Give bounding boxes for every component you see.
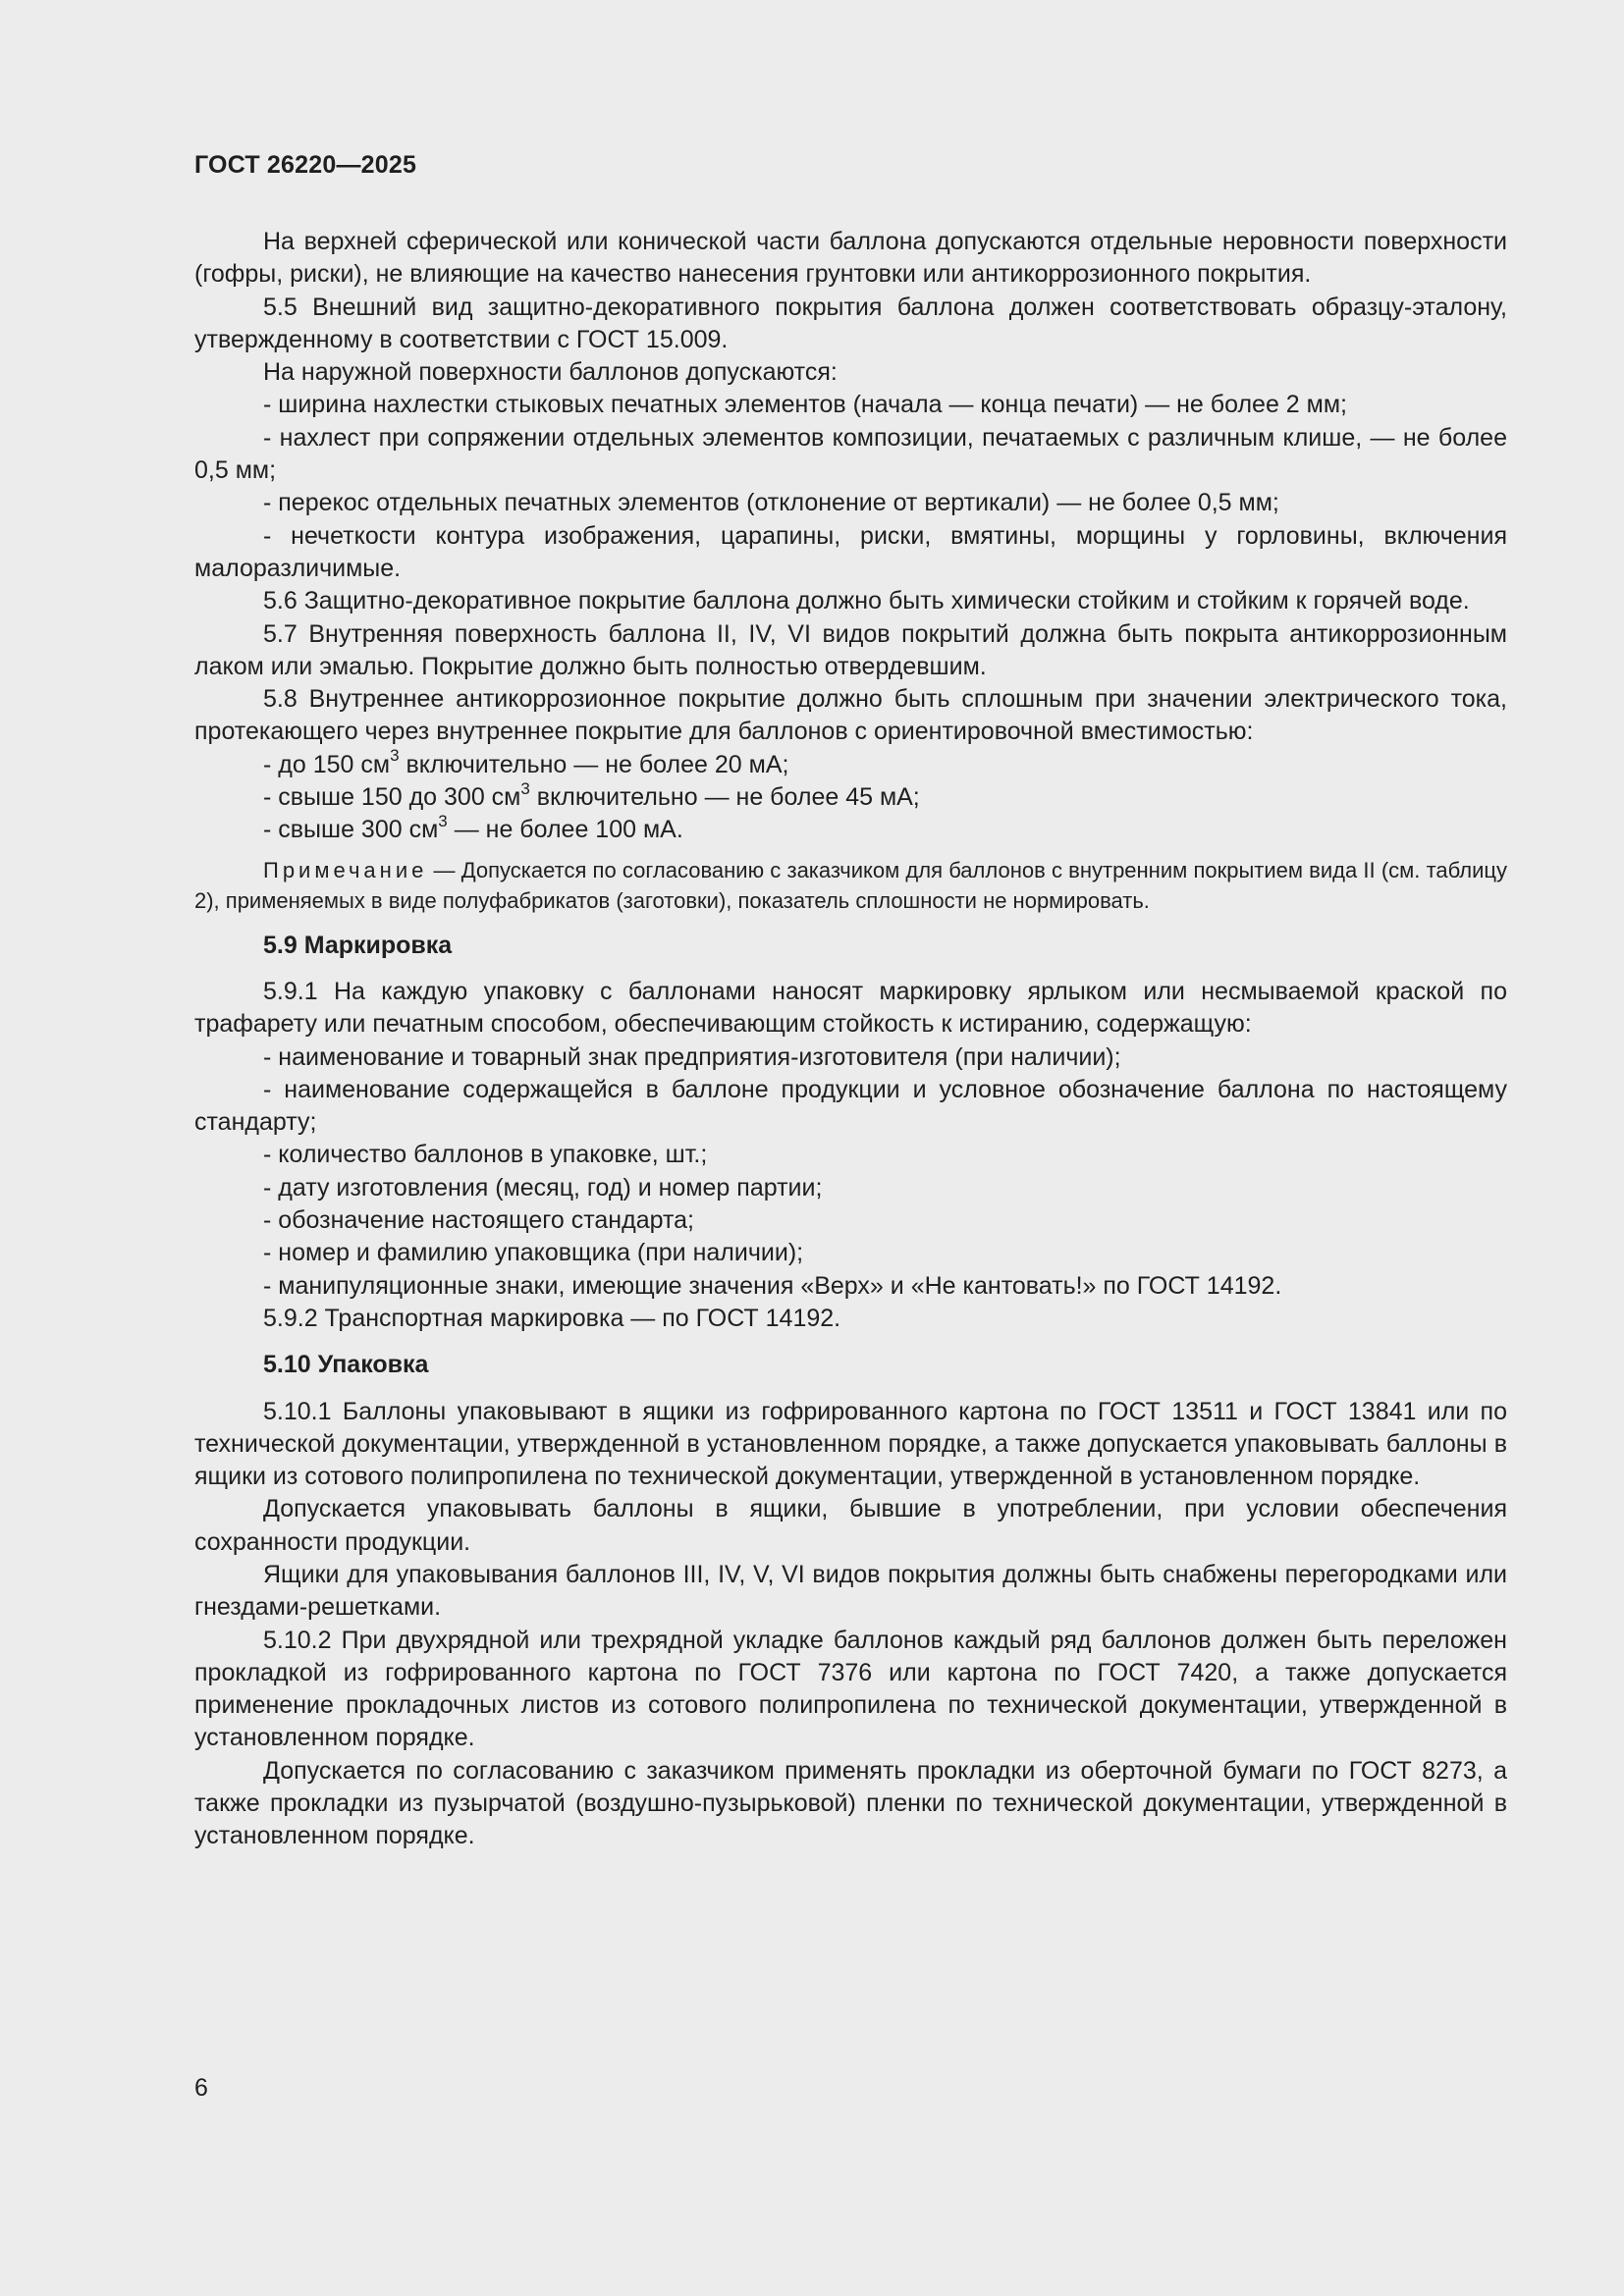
section-heading-5-10: 5.10 Упаковка bbox=[263, 1351, 429, 1379]
list-item-text: включительно — не более 20 мА; bbox=[399, 750, 789, 778]
list-item: - ширина нахлестки стыковых печатных элементов (начала — конца печати) — не более 2 мм; bbox=[263, 391, 1347, 419]
list-item: - номер и фамилию упаковщика (при наличии); bbox=[263, 1239, 804, 1267]
list-item: - нахлест при сопряжении отдельных элементов композиции, печатаемых с различным клише, — не более 0,5 мм; bbox=[194, 423, 1507, 485]
note-text: — Допускается по согласованию с заказчиком для баллонов с внутренним покрытием вида II (см. таблицу 2), применяемых в виде полуфабрикатов (заготовки), показатель сплошности не нормировать. bbox=[194, 857, 1507, 913]
list-item: - дату изготовления (месяц, год) и номер партии; bbox=[263, 1173, 823, 1201]
list-item: - количество баллонов в упаковке, шт.; bbox=[263, 1141, 708, 1169]
list-item bbox=[194, 814, 1507, 846]
section-heading-5-9: 5.9 Маркировка bbox=[263, 931, 453, 959]
superscript: 3 bbox=[438, 812, 448, 831]
paragraph: На верхней сферической или конической части баллона допускаются отдельные неровности поверхности (гофры, риски), не влияющие на качество нанесения грунтовки или антикоррозионного покрытия. bbox=[194, 228, 1507, 289]
list-item bbox=[194, 746, 1507, 781]
superscript: 3 bbox=[520, 778, 530, 798]
list-item-text: — не более 100 мА. bbox=[447, 816, 683, 844]
list-item: - нечеткости контура изображения, царапины, риски, вмятины, морщины у горловины, включения малоразличимые. bbox=[194, 521, 1507, 582]
paragraph: На наружной поверхности баллонов допускаются: bbox=[263, 358, 838, 387]
document-header: ГОСТ 26220—2025 bbox=[194, 151, 417, 179]
list-item bbox=[194, 778, 1507, 814]
list-item: - наименование и товарный знак предприятия-изготовителя (при наличии); bbox=[263, 1042, 1121, 1071]
clause-5-6: 5.6 Защитно-декоративное покрытие баллона должно быть химически стойким и стойким к горячей воде. bbox=[263, 587, 1470, 615]
clause-5-5: 5.5 Внешний вид защитно-декоративного покрытия баллона должен соответствовать образцу-эталону, утвержденному в соответствии с ГОСТ 15.009. bbox=[194, 293, 1507, 353]
paragraph: Допускается по согласованию с заказчиком применять прокладки из оберточной бумаги по ГОСТ 8273, а также прокладки из пузырчатой (воздушно-пузырьковой) пленки по технической документации, утвержденной в установленном порядке. bbox=[194, 1756, 1507, 1850]
list-item: - перекос отдельных печатных элементов (отклонение от вертикали) — не более 0,5 мм; bbox=[263, 489, 1279, 517]
page-number: 6 bbox=[194, 2074, 208, 2102]
superscript: 3 bbox=[390, 746, 400, 766]
clause-5-7: 5.7 Внутренняя поверхность баллона II, IV, VI видов покрытий должна быть покрыта антикоррозионным лаком или эмалью. Покрытие должно быть полностью отвердевшим. bbox=[194, 619, 1507, 680]
list-item-text: - свыше 300 см bbox=[263, 816, 439, 844]
paragraph: Допускается упаковывать баллоны в ящики, бывшие в употреблении, при условии обеспечения сохранности продукции. bbox=[194, 1495, 1507, 1556]
clause-5-9-2: 5.9.2 Транспортная маркировка — по ГОСТ 14192. bbox=[263, 1304, 841, 1332]
list-item-text: включительно — не более 45 мА; bbox=[529, 783, 920, 812]
note-label: Примечание bbox=[263, 857, 428, 882]
clause-5-10-1: 5.10.1 Баллоны упаковывают в ящики из гофрированного картона по ГОСТ 13511 и ГОСТ 13841 или по технической документации, утвержденной в установленном порядке, а также допускается упаковывать баллоны в ящики из сотового полипропилена по технической документации, утвержденной в установленном порядке. bbox=[194, 1397, 1507, 1491]
clause-5-10-2: 5.10.2 При двухрядной или трехрядной укладке баллонов каждый ряд баллонов должен быть переложен прокладкой из гофрированного картона по ГОСТ 7376 или картона по ГОСТ 7420, а также допускается применение прокладочных листов из сотового полипропилена по технической документации, утвержденной в установленном порядке. bbox=[194, 1626, 1507, 1752]
list-item: - манипуляционные знаки, имеющие значения «Верх» и «Не кантовать!» по ГОСТ 14192. bbox=[263, 1271, 1282, 1300]
list-item: - наименование содержащейся в баллоне продукции и условное обозначение баллона по настоящему стандарту; bbox=[194, 1075, 1507, 1137]
list-item-text: - до 150 см bbox=[263, 750, 391, 778]
list-item-text: - свыше 150 до 300 см bbox=[263, 783, 521, 812]
clause-5-9-1: 5.9.1 На каждую упаковку с баллонами наносят маркировку ярлыком или несмываемой краской по трафарету или печатным способом, обеспечивающим стойкость к истиранию, содержащую: bbox=[194, 977, 1507, 1039]
clause-5-8: 5.8 Внутреннее антикоррозионное покрытие должно быть сплошным при значении электрического тока, протекающего через внутреннее покрытие для баллонов с ориентировочной вместимостью: bbox=[194, 685, 1507, 746]
note bbox=[194, 855, 1507, 916]
document-body bbox=[194, 226, 1507, 1853]
list-item: - обозначение настоящего стандарта; bbox=[263, 1206, 694, 1235]
paragraph: Ящики для упаковывания баллонов III, IV, V, VI видов покрытия должны быть снабжены перегородками или гнездами-решетками. bbox=[194, 1560, 1507, 1622]
